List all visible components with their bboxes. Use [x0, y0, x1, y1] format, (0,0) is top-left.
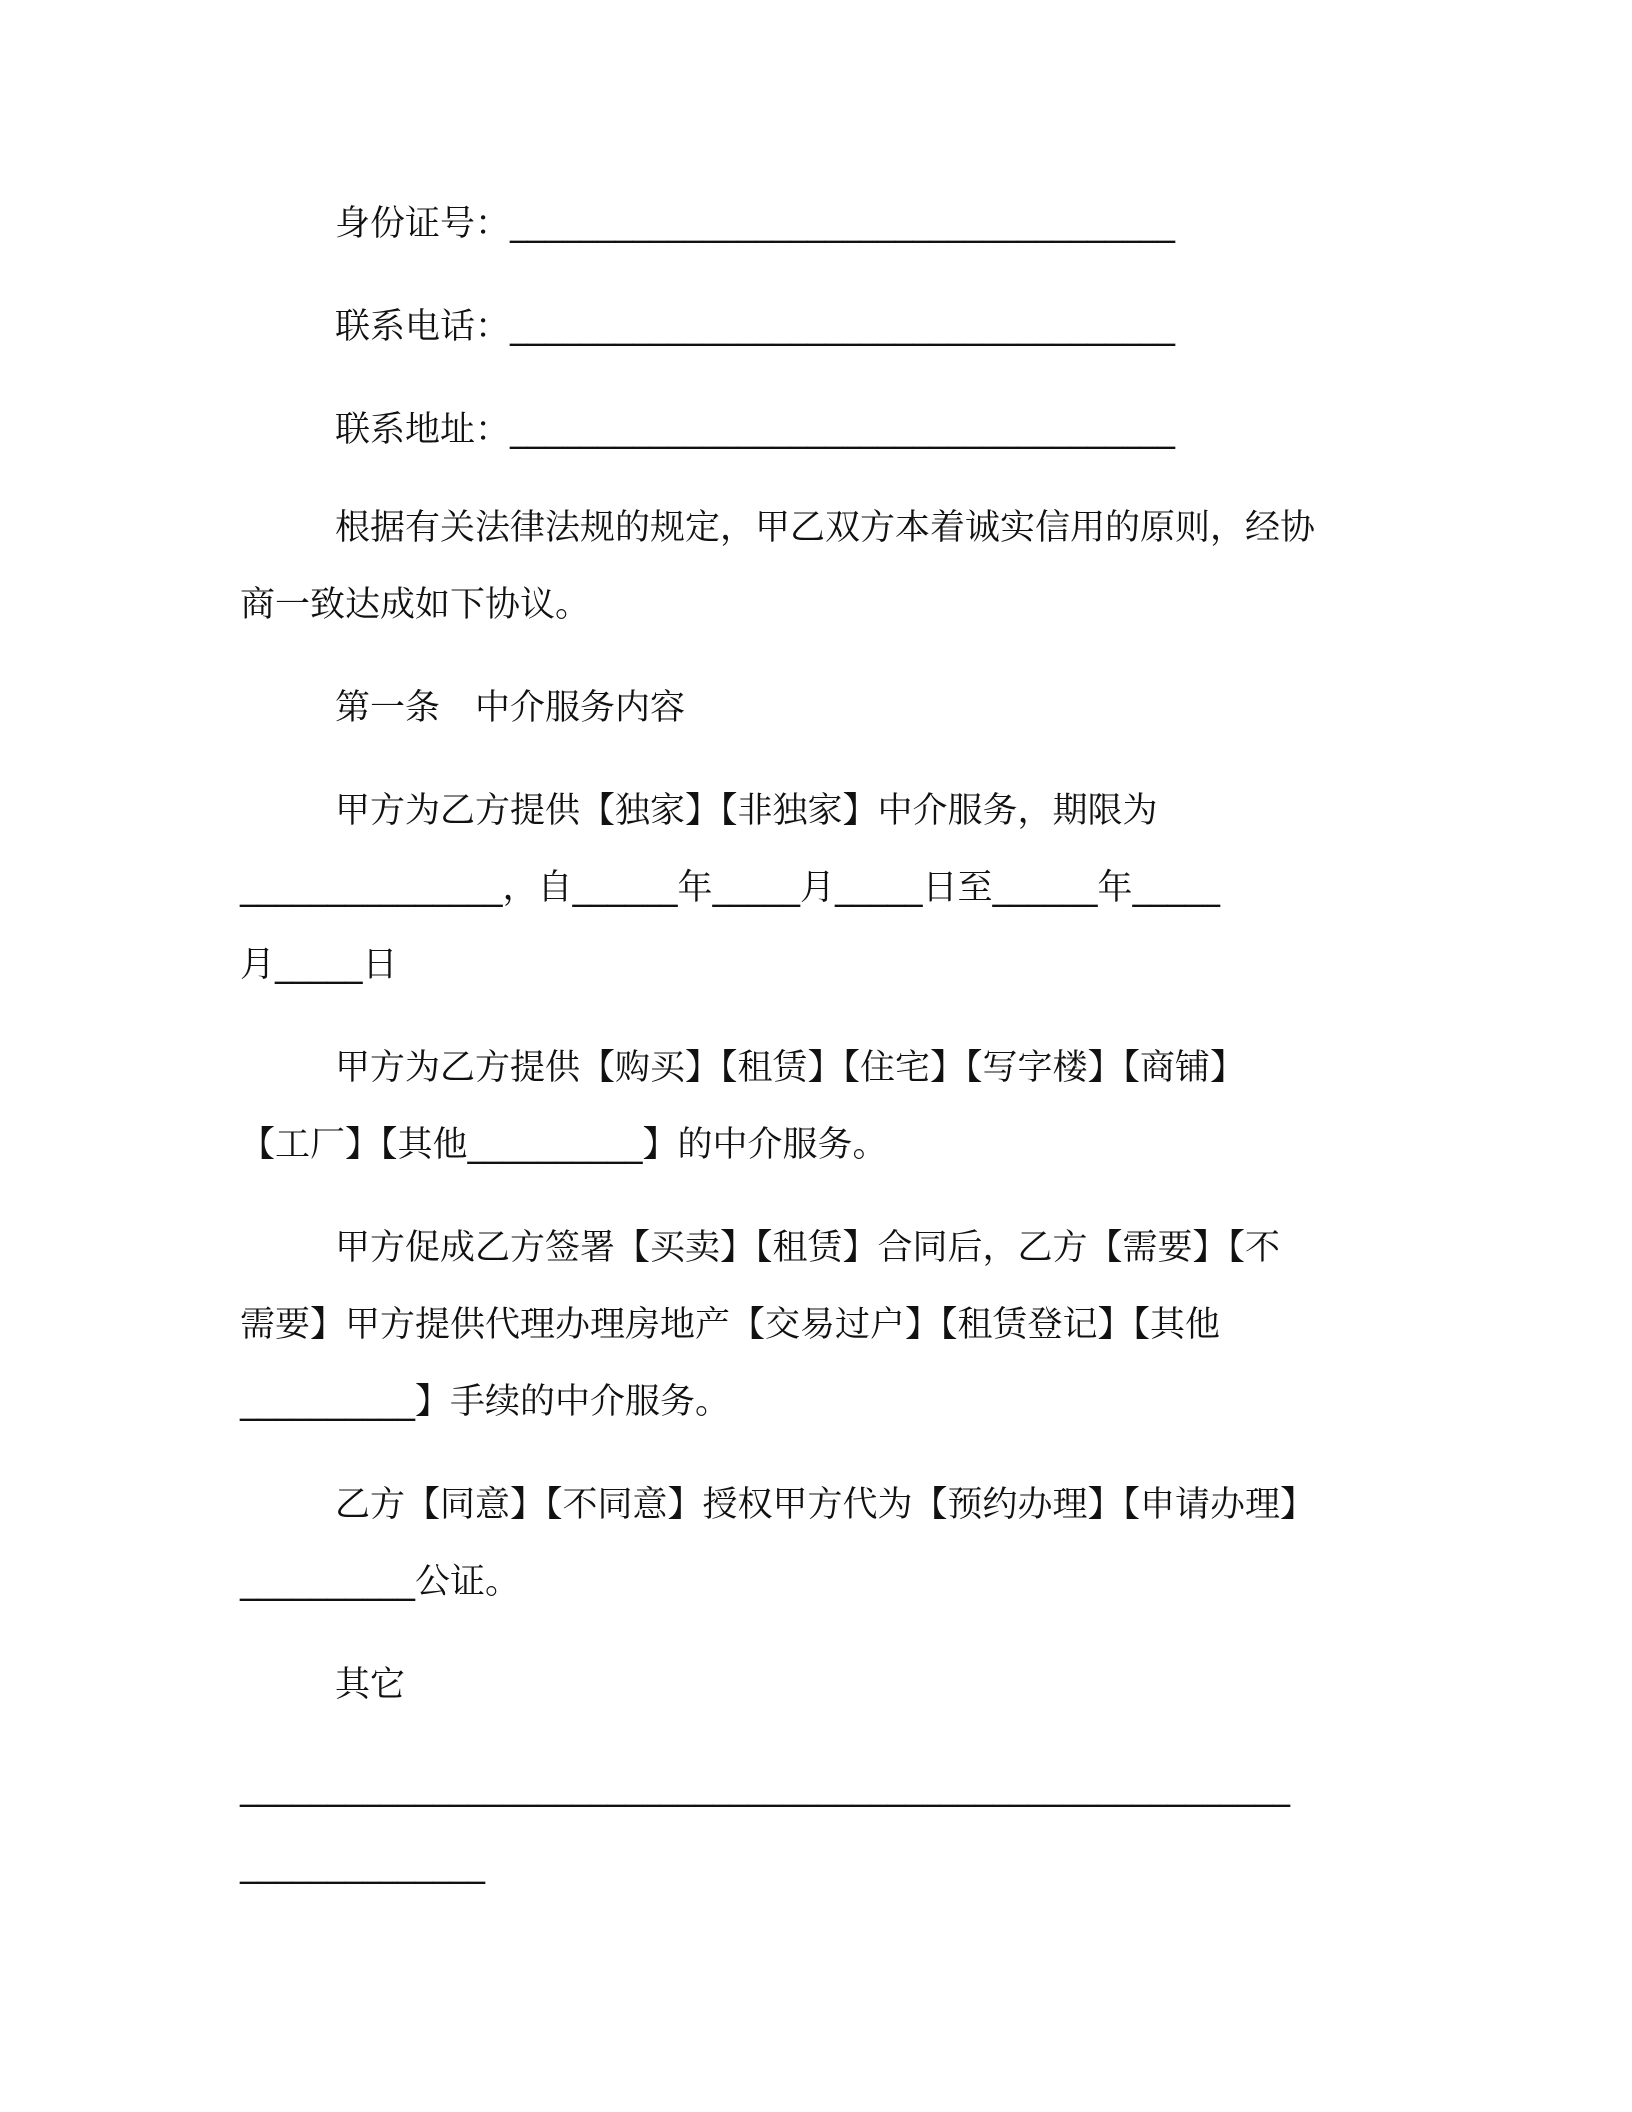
other-blank-line-2: ______________: [240, 1845, 485, 1885]
agency-procedure-line-1: 甲方促成乙方签署【买卖】【租赁】合同后，乙方【需要】【不: [335, 1228, 1281, 1268]
notarization-line-2: __________公证。: [240, 1562, 521, 1602]
preamble-line-2: 商一致达成如下协议。: [240, 585, 591, 625]
service-period-line: _______________，自______年_____月_____日至______年_____: [240, 868, 1221, 908]
phone-field: 联系电话：______________________________________: [335, 307, 1176, 347]
preamble-line-1: 根据有关法律法规的规定，甲乙双方本着诚实信用的原则，经协: [335, 508, 1316, 548]
article-1-heading: 第一条 中介服务内容: [335, 688, 686, 728]
agency-procedure-line-3: __________】手续的中介服务。: [240, 1382, 731, 1422]
notarization-line-1: 乙方【同意】【不同意】授权甲方代为【预约办理】【申请办理】: [335, 1485, 1316, 1525]
service-period-end-line: 月_____日: [240, 945, 398, 985]
other-heading: 其它: [335, 1665, 406, 1705]
service-type-line-1: 甲方为乙方提供【独家】【非独家】中介服务，期限为: [335, 791, 1158, 831]
property-type-line-1: 甲方为乙方提供【购买】【租赁】【住宅】【写字楼】【商铺】: [335, 1048, 1246, 1088]
property-type-line-2: 【工厂】【其他__________】的中介服务。: [240, 1125, 888, 1165]
id-number-field: 身份证号：______________________________________: [335, 204, 1176, 244]
address-field: 联系地址：______________________________________: [335, 410, 1176, 450]
agency-procedure-line-2: 需要】甲方提供代理办理房地产【交易过户】【租赁登记】【其他: [240, 1305, 1221, 1345]
other-blank-line-1: ____________________________________________________________: [240, 1768, 1290, 1808]
